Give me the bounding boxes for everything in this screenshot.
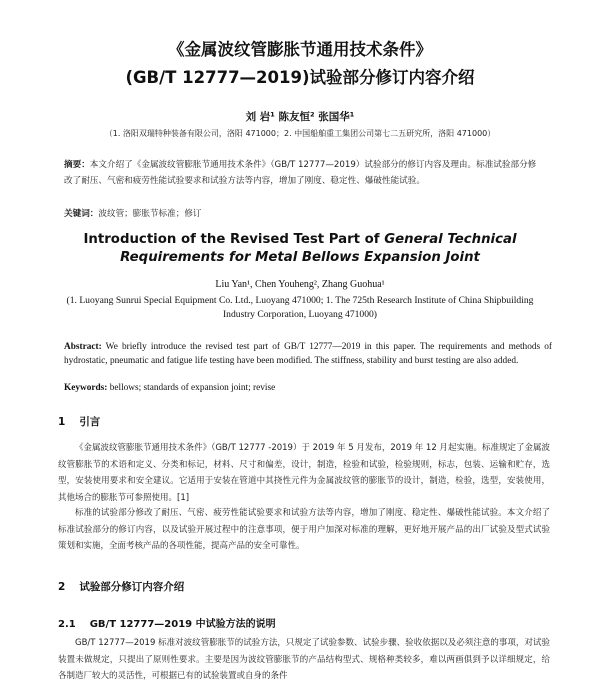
section-2-title: 试验部分修订内容介绍 [79,581,185,593]
english-abstract-text: We briefly introduce the revised test part of GB/T 12777—2019 in this paper. The requirements and methods of hydrostatic, pneumatic and fatigue life testing have been modified. The stiffness, stability and burst testing are also added. [64,342,552,367]
english-authors: Liu Yan¹, Chen Youheng², Zhang Guohua¹ [215,279,385,290]
section-2-1-heading [58,615,276,630]
section-1-title: 引言 [79,416,101,428]
english-title-line1-plain: Introduction of the Revised Test Part of [83,232,385,247]
chinese-title-line1: 《金属波纹管膨胀节通用技术条件》 [168,40,432,59]
chinese-keywords [64,207,540,219]
section-1-heading [58,414,100,429]
chinese-abstract-text: 本文介绍了《金属波纹管膨胀节通用技术条件》（GB/T 12777—2019）试验部分的修订内容及理由。标准试验部分修改了耐压、气密和疲劳性能试验要求和试验方法等内容，增加了刚度、稳定性、爆破性能试验。 [64,160,537,186]
english-abstract-label: Abstract: [64,342,102,352]
english-keywords-label: Keywords: [64,383,108,393]
section-2-number: 2 [58,581,66,593]
paragraph-3: GB/T 12777—2019 标准对波纹管膨胀节的试验方法，只规定了试验参数、试验步骤、验收依据以及必须注意的事项，对试验装置未做规定，只提出了原则性要求。主要是因为波纹管膨胀节的产品结构型式、规格种类较多，难以两画俱到予以详细规定，给各制造厂较大的灵活性，可根据已有的试验装置或自身的条件 [58,638,550,681]
english-affiliation: (1. Luoyang Sunrui Special Equipment Co. Ltd., Luoyang 471000; 1. The 725th Research Institute of China Shipbuilding Industry Corporation, Luoyang 471000) [66,295,534,320]
chinese-keywords-label: 关键词： [64,209,99,219]
section-1-number: 1 [58,416,66,428]
chinese-abstract [64,158,540,189]
english-keywords-text: bellows; standards of expansion joint; revise [107,383,276,393]
english-abstract [64,340,552,369]
chinese-authors: 刘 岩¹ 陈友恒² 张国华¹ [245,111,355,123]
english-title-line2: Requirements for Metal Bellows Expansion Joint [120,250,480,265]
section-2-1-number: 2.1 [58,619,76,630]
english-title-line1 [0,232,600,247]
chinese-title-line2: (GB/T 12777—2019)试验部分修订内容介绍 [125,68,475,87]
english-title-line1-italic: General Technical [384,232,517,247]
paragraph-1: 《金属波纹管膨胀节通用技术条件》（GB/T 12777 -2019）于 2019 年 5 月发布，2019 年 12 月起实施。标准规定了金属波纹管膨胀节的术语和定义、分类和标记，材料、尺寸和偏差，设计，制造，检验和试验，检验规则，标志，包装、运输和贮存，选型，安装使用要求和安全建议。它适用于安装在管道中其挠性元件为金属波纹管的膨胀节的设计，制造，检验，选型，安装使用，其他场合的膨胀节可参照使用。[1] [58,443,550,503]
chinese-keywords-text: 波纹管；膨胀节标准；修订 [98,209,202,219]
section-2-1-title: GB/T 12777—2019 中试验方法的说明 [89,619,276,630]
chinese-abstract-label: 摘要： [64,160,90,170]
section-2-heading [58,579,184,594]
english-keywords [64,383,552,393]
chinese-affiliation: （1. 洛阳双瑞特种装备有限公司，洛阳 471000；2. 中国船舶重工集团公司第七二五研究所，洛阳 471000） [104,129,496,138]
paragraph-2: 标准的试验部分修改了耐压、气密、疲劳性能试验要求和试验方法等内容，增加了刚度、稳定性、爆破性能试验。本文介绍了标准试验部分的修订内容，以及试验开展过程中的注意事项，便于用户加深对标准的理解，更好地开展产品的出厂试验及型式试验策划和实施，全面考核产品的各项性能，提高产品的安全可靠性。 [58,508,550,551]
